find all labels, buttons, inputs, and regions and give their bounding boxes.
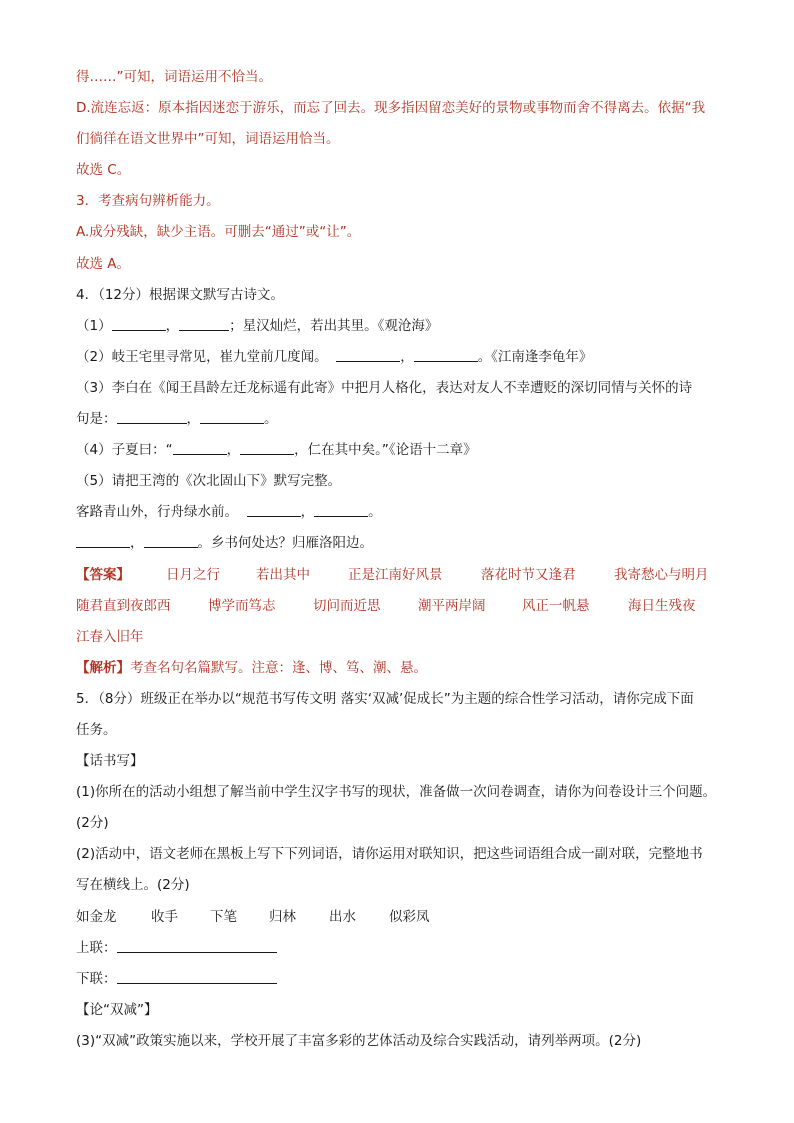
answer-blank[interactable] bbox=[200, 408, 264, 424]
line-1: 得……”可知，词语运用不恰当。 bbox=[76, 69, 272, 85]
answer-blank[interactable] bbox=[173, 439, 227, 455]
answer-item: 切问而近思 bbox=[313, 597, 381, 614]
analysis-label: 【解析】 bbox=[76, 659, 130, 676]
q4-item-5: （5）请把王湾的《次北固山下》默写完整。 bbox=[76, 473, 342, 490]
answer-blank[interactable] bbox=[76, 532, 130, 548]
couplet-word: 下笔 bbox=[210, 908, 237, 925]
couplet-word: 收手 bbox=[151, 908, 178, 925]
answer-blank[interactable] bbox=[112, 315, 166, 331]
q4-item-2: （2）岐王宅里寻常见，崔九堂前几度闻。 ， 。《江南逢李龟年》 bbox=[76, 342, 726, 373]
q5-task-2-line-2: 写在横线上。(2分) bbox=[76, 877, 190, 894]
answer-blank[interactable] bbox=[144, 532, 198, 548]
answer-item: 落花时节又逢君 bbox=[481, 566, 576, 583]
section-double-reduction: 【论“双减”】 bbox=[76, 1001, 158, 1018]
answer-blank[interactable] bbox=[247, 501, 301, 517]
couplet-word: 归林 bbox=[269, 908, 296, 925]
q5-task-2-line-1: (2)活动中，语文老师在黑板上写下下列词语，请你运用对联知识，把这些词语组合成一副对联，完整地书 bbox=[76, 846, 703, 863]
q4-item-3-line-2: 句是： ， 。 bbox=[76, 404, 726, 435]
section-writing: 【话书写】 bbox=[76, 753, 144, 770]
answer-blank[interactable] bbox=[117, 408, 187, 424]
lower-couplet: 下联： bbox=[76, 964, 726, 995]
q5-task-1-line-2: (2分) bbox=[76, 815, 109, 832]
q5-task-1-line-1: (1)你所在的活动小组想了解当前中学生汉字书写的现状，准备做一次问卷调查，请你为问卷设计三个问题。 bbox=[76, 784, 717, 801]
line-3: 们徜徉在语文世界中”可知，词语运用恰当。 bbox=[76, 131, 340, 148]
answer-item: 海日生残夜 bbox=[628, 597, 696, 614]
answer-row-3 bbox=[76, 622, 726, 653]
couplet-word: 出水 bbox=[329, 908, 356, 925]
answer-blank[interactable] bbox=[240, 439, 294, 455]
answer-blank[interactable] bbox=[179, 315, 229, 331]
answer-item: 我寄愁心与明月 bbox=[614, 566, 709, 583]
document-page bbox=[76, 62, 726, 1057]
line-choose-c: 故选 C。 bbox=[76, 162, 131, 179]
q4-item-5-line-1: 客路青山外，行舟绿水前。 ， 。 bbox=[76, 497, 726, 528]
q4-item-1: （1） ， ；星汉灿烂，若出其里。《观沧海》 bbox=[76, 311, 726, 342]
answer-blank[interactable] bbox=[314, 501, 368, 517]
line-option-d: D.流连忘返：原本指因迷恋于游乐，而忘了回去。现多指因留恋美好的景物或事物而舍不得离去。依据“我 bbox=[76, 100, 706, 117]
answer-blank[interactable] bbox=[414, 346, 478, 362]
answer-item: 风正一帆悬 bbox=[522, 597, 590, 614]
answer-item: 博学而笃志 bbox=[208, 597, 276, 614]
analysis: 【解析】考查名句名篇默写。注意：逢、博、笃、潮、悬。 bbox=[76, 659, 427, 676]
answer-item: 正是江南好风景 bbox=[348, 566, 443, 583]
q4-item-3-line-1: （3）李白在《闻王昌龄左迁龙标遥有此寄》中把月人格化，表达对友人不幸遭贬的深切同情与关怀的诗 bbox=[76, 379, 693, 396]
line-q3-title: 3．考查病句辨析能力。 bbox=[76, 193, 220, 210]
line-choose-a: 故选 A。 bbox=[76, 255, 131, 272]
answer-item: 江春入旧年 bbox=[76, 628, 144, 645]
answer-blank[interactable] bbox=[336, 346, 400, 362]
lower-couplet-blank[interactable] bbox=[117, 968, 277, 984]
couplet-word: 似彩凤 bbox=[389, 908, 430, 925]
answer-label: 【答案】 bbox=[76, 566, 130, 583]
line-q3-option-a: A.成分残缺，缺少主语。可删去“通过”或“让”。 bbox=[76, 224, 361, 241]
upper-couplet: 上联： bbox=[76, 933, 726, 964]
answer-row-2 bbox=[76, 591, 726, 622]
couplet-word: 如金龙 bbox=[76, 908, 117, 925]
answer-item: 若出其中 bbox=[256, 566, 310, 583]
q4-item-4: （4）子夏曰：“ ， ，仁在其中矣。”《论语十二章》 bbox=[76, 435, 726, 466]
q5-task-3: (3)“双减”政策实施以来，学校开展了丰富多彩的艺体活动及综合实践活动，请列举两项。(2分) bbox=[76, 1032, 642, 1049]
answer-item: 潮平两岸阔 bbox=[418, 597, 486, 614]
upper-couplet-blank[interactable] bbox=[117, 937, 277, 953]
answer-item: 随君直到夜郎西 bbox=[76, 597, 171, 614]
answer-row-1 bbox=[76, 560, 726, 591]
q4-item-5-line-2: ， 。乡书何处达？归雁洛阳边。 bbox=[76, 528, 726, 559]
answer-item: 日月之行 bbox=[166, 566, 220, 583]
q5-intro-line-1: 5．（8分）班级正在举办以“规范书写传文明 落实‘双减’促成长”为主题的综合性学习活动，请你完成下面 bbox=[76, 690, 694, 707]
couplet-words bbox=[76, 902, 726, 933]
q4-title: 4．（12分）根据课文默写古诗文。 bbox=[76, 286, 285, 303]
q5-intro-line-2: 任务。 bbox=[76, 721, 117, 738]
